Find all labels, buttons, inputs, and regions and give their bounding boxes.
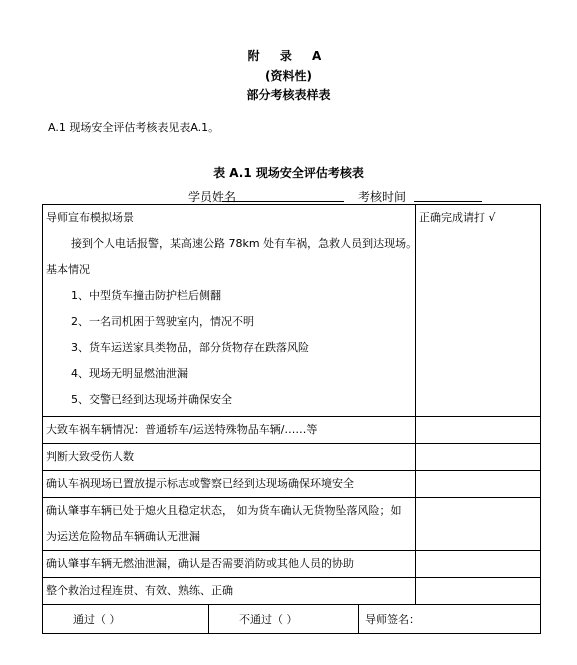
check-item: 整个救治过程连贯、有效、熟练、正确 xyxy=(43,578,416,605)
intro-text: A.1 现场安全评估考核表见表A.1。 xyxy=(48,121,220,134)
student-name-label: 学员姓名 xyxy=(188,190,237,204)
scenario-text: 接到个人电话报警，某高速公路 78km 处有车祸，急救人员到达现场。 xyxy=(71,237,418,250)
scenario-item: 3、货车运送家具类物品，部分货物存在跌落风险 xyxy=(71,341,309,354)
footer-table xyxy=(43,605,540,633)
exam-time-label: 考核时间 xyxy=(358,190,407,204)
table-row xyxy=(43,498,541,551)
appendix-subtitle: 部分考核表样表 xyxy=(246,88,331,102)
check-item: 确认车祸现场已置放提示标志或警察已经到达现场确保环境安全 xyxy=(43,471,416,498)
scenario-row xyxy=(43,205,541,417)
table-row xyxy=(43,551,541,578)
appendix-nature: (资料性) xyxy=(265,69,312,83)
footer-row xyxy=(43,605,541,634)
footer-cell xyxy=(43,605,541,634)
check-box[interactable] xyxy=(416,417,541,444)
check-item: 确认肇事车辆无燃油泄漏，确认是否需要消防或其他人员的协助 xyxy=(43,551,416,578)
scenario-heading: 导师宣布模拟场景 xyxy=(46,211,134,224)
check-box[interactable] xyxy=(416,498,541,551)
table-row xyxy=(43,578,541,605)
mentor-signature[interactable]: 导师签名： xyxy=(365,613,420,626)
table-title: 表 A.1 现场安全评估考核表 xyxy=(213,166,364,180)
appendix-heading: 附 录 A xyxy=(247,49,330,63)
check-box[interactable] xyxy=(416,578,541,605)
student-name-line[interactable] xyxy=(222,201,344,202)
check-item: 大致车祸车辆情况：普通轿车/运送特殊物品车辆/……等 xyxy=(43,417,416,444)
check-header-cell xyxy=(416,205,541,417)
scenario-item: 1、中型货车撞击防护栏后侧翻 xyxy=(71,289,221,302)
basic-situation-label: 基本情况 xyxy=(46,263,90,276)
check-box[interactable] xyxy=(416,551,541,578)
table-row xyxy=(43,471,541,498)
check-box[interactable] xyxy=(416,471,541,498)
scenario-item: 4、现场无明显燃油泄漏 xyxy=(71,367,188,380)
table-row xyxy=(43,444,541,471)
check-header: 正确完成请打 √ xyxy=(419,211,496,224)
fail-option[interactable]: 不通过（ ） xyxy=(209,605,359,633)
scenario-item: 5、交警已经到达现场并确保安全 xyxy=(71,393,232,406)
check-item: 判断大致受伤人数 xyxy=(43,444,416,471)
pass-option[interactable]: 通过（ ） xyxy=(43,605,209,633)
table-row xyxy=(43,417,541,444)
scenario-cell xyxy=(43,205,416,417)
assessment-table xyxy=(42,204,541,634)
exam-time-line[interactable] xyxy=(414,201,482,202)
scenario-item: 2、一名司机困于驾驶室内，情况不明 xyxy=(71,315,254,328)
check-box[interactable] xyxy=(416,444,541,471)
check-item: 确认肇事车辆已处于熄火且稳定状态， 如为货车确认无货物坠落风险；如为运送危险物品车辆确认无泄漏 xyxy=(43,498,416,551)
